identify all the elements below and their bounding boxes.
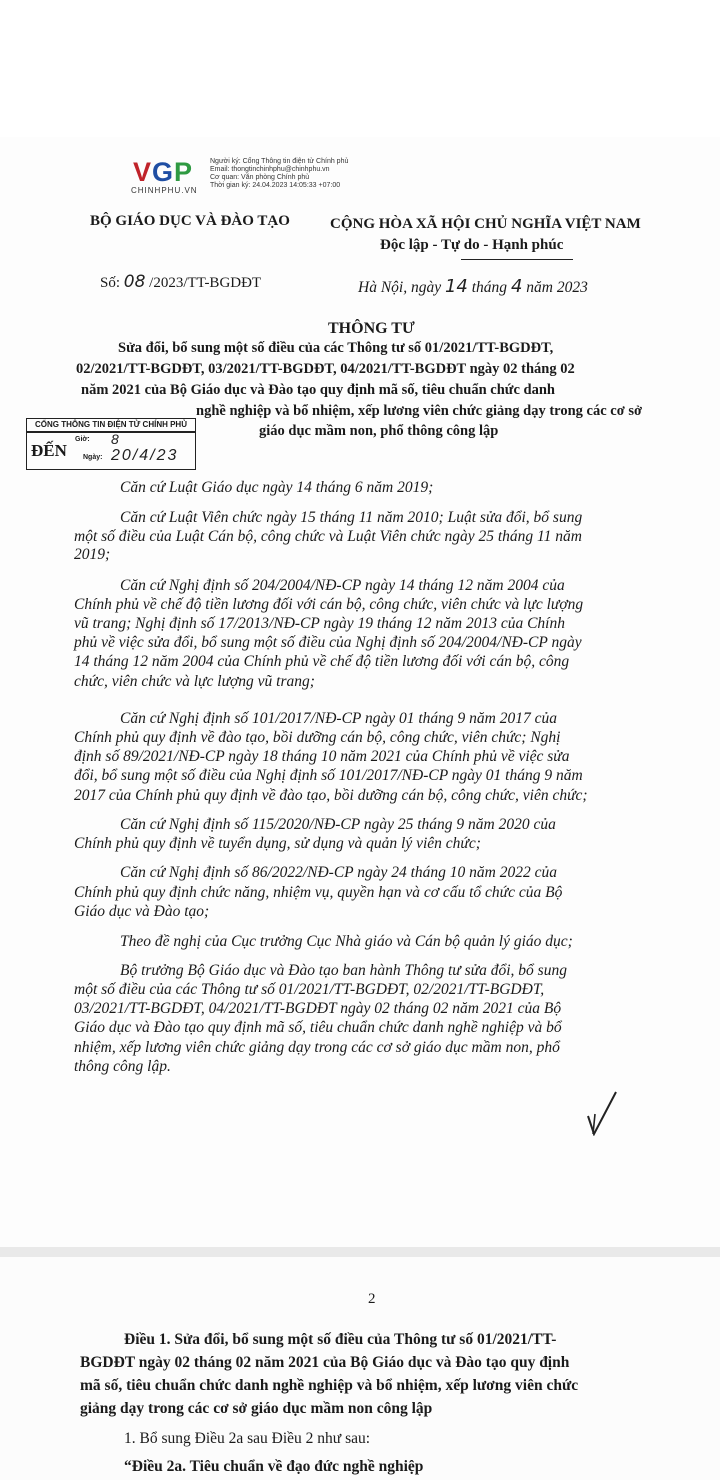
article-line: mã số, tiêu chuẩn chức danh nghề nghiệp và bổ nhiệm, xếp lương viên chức	[80, 1377, 579, 1394]
body-line: nhiệm, xếp lương viên chức giảng dạy trong các cơ sở giáo dục mầm non, phổ	[74, 1039, 560, 1056]
body-line: đổi, bổ sung một số điều của Nghị định số 101/2017/NĐ-CP ngày 01 tháng 9 năm	[74, 767, 583, 784]
vgp-logo-subtitle: CHINHPHU.VN	[131, 186, 198, 195]
body-line: Căn cứ Luật Giáo dục ngày 14 tháng 6 năm 2019;	[120, 479, 434, 496]
article-heading: Điều 1. Sửa đổi, bổ sung một số điều của Thông tư số 01/2021/TT-	[124, 1331, 557, 1348]
handwritten-initial-mark	[582, 1088, 622, 1136]
page-separator	[0, 1247, 720, 1257]
vgp-logo: VGP	[133, 157, 194, 187]
national-motto: Độc lập - Tự do - Hạnh phúc	[380, 237, 564, 253]
signer-email: Email: thongtinchinhphu@chinhphu.vn	[210, 166, 330, 173]
stamp-ngay-value: 20/4/23	[111, 447, 179, 464]
body-line: Căn cứ Nghị định số 115/2020/NĐ-CP ngày 25 tháng 9 năm 2020 của	[120, 816, 556, 833]
stamp-gio-value: 8	[111, 431, 119, 447]
handwritten-day: 14	[444, 276, 468, 297]
handwritten-number: 08	[123, 272, 146, 292]
signer-agency: Cơ quan: Văn phòng Chính phủ	[210, 174, 310, 181]
body-line: Chính phủ quy định về đào tạo, bồi dưỡng cán bộ, công chức, viên chức; Nghị	[74, 729, 561, 746]
body-line: Giáo dục và Đào tạo quy định mã số, tiêu chuẩn chức danh nghề nghiệp và bổ	[74, 1019, 562, 1036]
body-line: Theo đề nghị của Cục trưởng Cục Nhà giáo và Cán bộ quản lý giáo dục;	[120, 933, 573, 950]
republic-name: CỘNG HÒA XÃ HỘI CHỦ NGHĨA VIỆT NAM	[330, 216, 641, 232]
page-number: 2	[368, 1291, 376, 1307]
body-line: 2017 của Chính phủ quy định về đào tạo, bồi dưỡng cán bộ, công chức, viên chức;	[74, 787, 588, 804]
stamp-den-label: ĐẾN	[31, 441, 67, 460]
stamp-box	[26, 432, 196, 470]
body-line: một số điều của các Thông tư số 01/2021/TT-BGDĐT, 02/2021/TT-BGDĐT,	[74, 981, 545, 998]
clause-item: 1. Bổ sung Điều 2a sau Điều 2 như sau:	[124, 1430, 371, 1447]
stamp-ngay-label: Ngày:	[83, 454, 103, 461]
body-line: định số 89/2021/NĐ-CP ngày 18 tháng 10 năm 2021 của Chính phủ về việc sửa	[74, 748, 570, 765]
body-line: Căn cứ Nghị định số 204/2004/NĐ-CP ngày 14 tháng 12 năm 2004 của	[120, 577, 565, 594]
body-line: 14 tháng 12 năm 2004 của Chính phủ về chế độ tiền lương đối với cán bộ, công	[74, 653, 570, 670]
ministry-name: BỘ GIÁO DỤC VÀ ĐÀO TẠO	[90, 213, 290, 229]
body-line: Chính phủ quy định về tuyển dụng, sử dụng và quản lý viên chức;	[74, 835, 481, 852]
body-line: 2019;	[74, 546, 111, 563]
body-line: Chính phủ về chế độ tiền lương đối với cán bộ, công chức, viên chức và lực lượng	[74, 596, 584, 613]
article-line: BGDĐT ngày 02 tháng 02 năm 2021 của Bộ Giáo dục và Đào tạo quy định	[80, 1354, 570, 1371]
received-stamp	[26, 418, 196, 470]
body-line: Căn cứ Nghị định số 101/2017/NĐ-CP ngày 01 tháng 9 năm 2017 của	[120, 710, 557, 727]
signer-line: Người ký: Cổng Thông tin điện tử Chính phủ	[210, 158, 349, 165]
document-title: THÔNG TƯ	[328, 320, 415, 337]
title-line: giáo dục mầm non, phổ thông công lập	[259, 423, 499, 439]
document-date: Hà Nội, ngày 14 tháng 4 năm 2023	[358, 276, 588, 297]
document-number: Số: 08 /2023/TT-BGDĐT	[100, 272, 262, 292]
handwritten-month: 4	[510, 276, 523, 297]
body-line: vũ trang; Nghị định số 17/2013/NĐ-CP ngày 19 tháng 12 năm 2013 của Chính	[74, 615, 565, 632]
body-line: Bộ trưởng Bộ Giáo dục và Đào tạo ban hành Thông tư sửa đổi, bổ sung	[120, 962, 567, 979]
document-page-1	[0, 137, 720, 1247]
signing-time: Thời gian ký: 24.04.2023 14:05:33 +07:00	[210, 182, 341, 189]
top-gap	[0, 0, 720, 137]
body-line: Giáo dục và Đào tạo;	[74, 903, 210, 920]
title-line: nghề nghiệp và bổ nhiệm, xếp lương viên chức giảng dạy trong các cơ sở	[196, 403, 643, 419]
body-line: Căn cứ Luật Viên chức ngày 15 tháng 11 năm 2010; Luật sửa đổi, bổ sung	[120, 509, 583, 526]
body-line: 03/2021/TT-BGDĐT, 04/2021/TT-BGDĐT ngày 02 tháng 02 năm 2021 của Bộ	[74, 1000, 562, 1017]
body-line: Chính phủ quy định chức năng, nhiệm vụ, quyền hạn và cơ cấu tổ chức của Bộ	[74, 884, 563, 901]
motto-underline	[461, 259, 573, 260]
body-line: một số điều của Luật Cán bộ, công chức và Luật Viên chức ngày 25 tháng 11 năm	[74, 528, 582, 545]
stamp-header: CỔNG THÔNG TIN ĐIỆN TỬ CHÍNH PHỦ	[26, 418, 196, 432]
title-line: năm 2021 của Bộ Giáo dục và Đào tạo quy định mã số, tiêu chuẩn chức danh	[81, 382, 555, 398]
body-line: thông công lập.	[74, 1058, 171, 1075]
stamp-gio-label: Giờ:	[75, 436, 90, 443]
article-line: giảng dạy trong các cơ sở giáo dục mầm non công lập	[80, 1400, 433, 1417]
body-line: Căn cứ Nghị định số 86/2022/NĐ-CP ngày 24 tháng 10 năm 2022 của	[120, 864, 557, 881]
title-line: 02/2021/TT-BGDĐT, 03/2021/TT-BGDĐT, 04/2021/TT-BGDĐT ngày 02 tháng 02	[76, 361, 575, 377]
quoted-article: “Điều 2a. Tiêu chuẩn về đạo đức nghề nghiệp	[124, 1458, 424, 1475]
title-line: Sửa đổi, bổ sung một số điều của các Thông tư số 01/2021/TT-BGDĐT,	[118, 340, 554, 356]
body-line: chức, viên chức và lực lượng vũ trang;	[74, 673, 315, 690]
body-line: phủ về việc sửa đổi, bổ sung một số điều của Nghị định số 204/2004/NĐ-CP ngày	[74, 634, 582, 651]
